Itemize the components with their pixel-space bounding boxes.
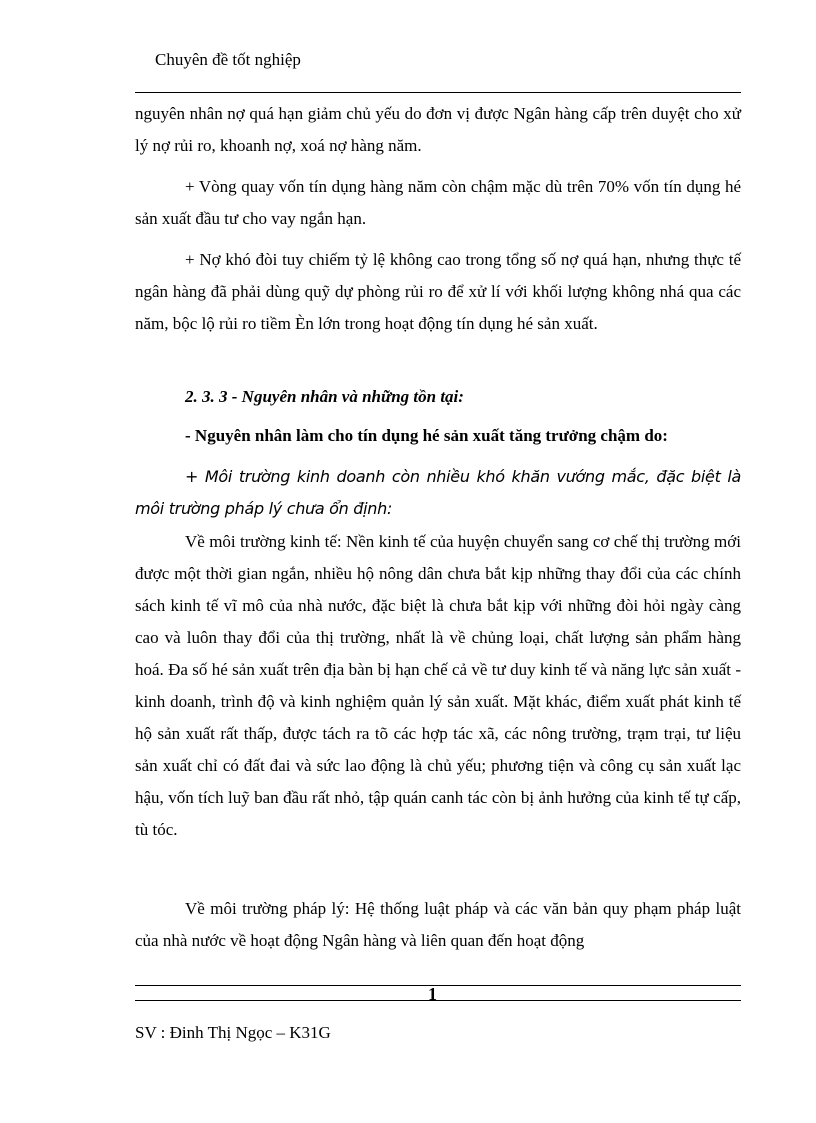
footer-author: SV : Đinh Thị Ngọc – K31G (135, 1023, 331, 1042)
section-heading: 2. 3. 3 - Nguyên nhân và những tồn tại: (185, 387, 464, 406)
footer-rule-bottom (135, 1000, 741, 1001)
section-subheading: - Nguyên nhân làm cho tín dụng hé sản xuất tăng trưởng chậm do: (185, 426, 668, 445)
paragraph-2: + Vòng quay vốn tín dụng hàng năm còn chậm mặc dù trên 70% vốn tín dụng hé sản xuất đầu tư cho vay ngắn hạn. (135, 177, 741, 228)
paragraph-4: + Môi trường kinh doanh còn nhiều khó khăn vướng mắc, đặc biệt là môi trường pháp lý chưa ổn định: (135, 467, 741, 518)
paragraph-1: nguyên nhân nợ quá hạn giảm chủ yếu do đơn vị được Ngân hàng cấp trên duyệt cho xử lý nợ rủi ro, khoanh nợ, xoá nợ hàng năm. (135, 104, 741, 155)
page-header: Chuyên đề tốt nghiệp (155, 50, 301, 69)
paragraph-6: Về môi trường pháp lý: Hệ thống luật pháp và các văn bản quy phạm pháp luật của nhà nước về hoạt động Ngân hàng và liên quan đến hoạt động (135, 899, 741, 950)
paragraph-5: Về môi trường kinh tế: Nền kinh tế của huyện chuyển sang cơ chế thị trường mới được một thời gian ngắn, nhiều hộ nông dân chưa bắt kịp những thay đổi của các chính sách kinh tế vĩ mô của nhà nước, đặc biệt là chưa bắt kịp với những đòi hỏi ngày càng cao và luôn thay đổi của thị trường, nhất là về chủng loại, chất lượng sản phẩm hàng hoá. Đa số hé sản xuất trên địa bàn bị hạn chế cả về tư duy kinh tế và năng lực sản xuất - kinh doanh, trình độ và kinh nghiệm quản lý sản xuất. Mặt khác, điểm xuất phát kinh tế hộ sản xuất rất thấp, được tách ra tõ các hợp tác xã, các nông trường, trạm trại, tư liệu sản xuất chỉ có đất đai và sức lao động là chủ yếu; phương tiện và công cụ sản xuất lạc hậu, vốn tích luỹ ban đầu rất nhỏ, tập quán canh tác còn bị ảnh hưởng của kinh tế tự cấp, tù tóc. (135, 532, 741, 839)
page-number: 1 (428, 984, 437, 1004)
paragraph-3: + Nợ khó đòi tuy chiếm tỷ lệ không cao trong tổng số nợ quá hạn, nhưng thực tế ngân hàng đã phải dùng quỹ dự phòng rủi ro để xử lí với khối lượng không nhá qua các năm, bộc lộ rủi ro tiềm Èn lớn trong hoạt động tín dụng hé sản xuất. (135, 250, 741, 333)
footer-rule-top (135, 985, 741, 986)
header-rule (135, 92, 741, 93)
